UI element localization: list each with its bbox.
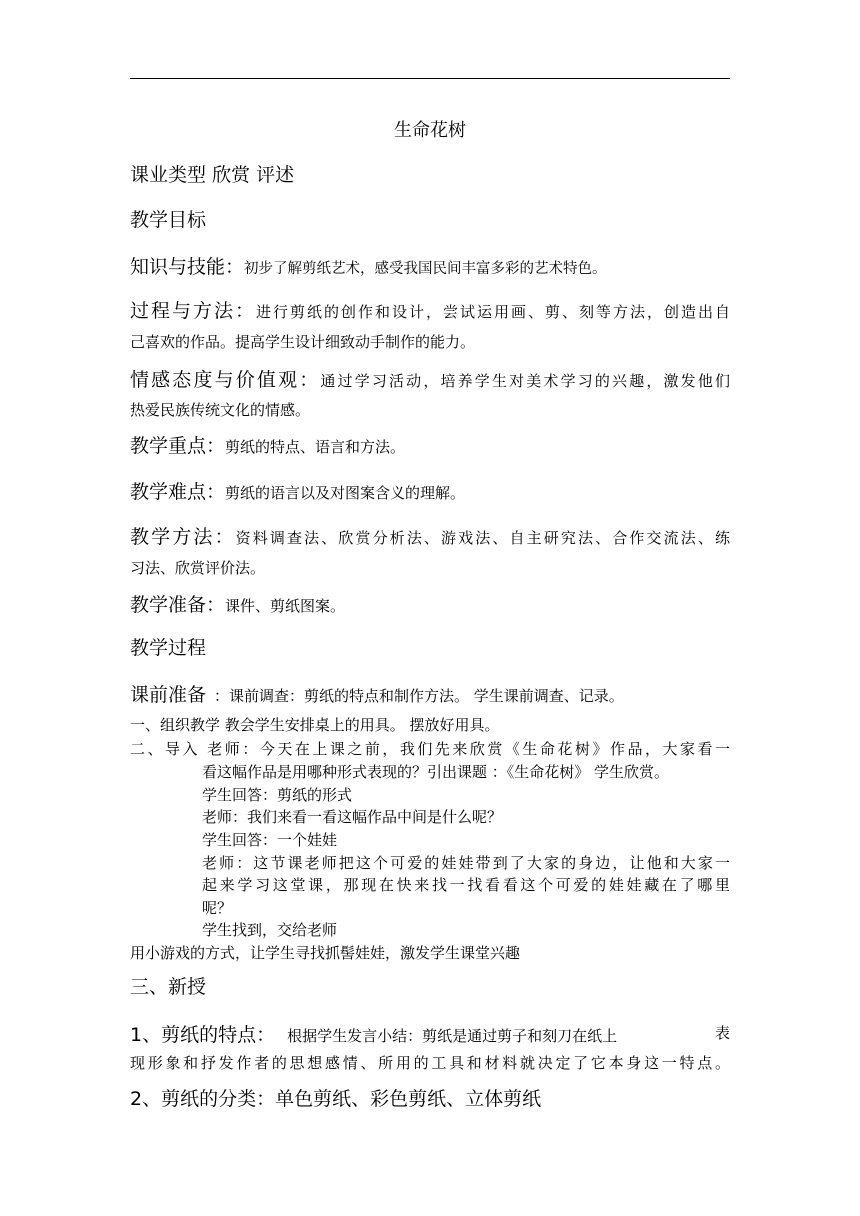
difficulties-label: 教学难点：	[130, 481, 226, 503]
course-type-value: 欣赏 评述	[212, 164, 295, 186]
emotion-label: 情感态度与价值观：	[130, 369, 321, 391]
item-1-label: 1、剪纸的特点：	[130, 1024, 276, 1046]
process-method-line-2: 己喜欢的作品。提高学生设计细致动手制作的能力。	[130, 333, 476, 351]
preparation	[130, 590, 345, 617]
section-2-line-10: 用小游戏的方式，让学生寻找抓髻娃娃，激发学生课堂兴趣	[130, 944, 521, 962]
methods-label: 教学方法：	[130, 526, 236, 548]
pre-class-label: 课前准备	[130, 684, 207, 706]
pre-class-text: ：课前调查：剪纸的特点和制作方法。 学生课前调查、记录。	[214, 687, 624, 705]
methods-text-1: 资料调查法、欣赏分析法、游戏法、自主研究法、合作交流法、练	[235, 529, 730, 547]
section-2-line-4: 老师：我们来看一看这幅作品中间是什么呢？	[202, 808, 503, 826]
process-heading: 教学过程	[130, 637, 207, 659]
section-2-line-9: 学生找到，交给老师	[202, 921, 338, 939]
item-1-text-1: 根据学生发言小结：剪纸是通过剪子和刻刀在纸上	[287, 1027, 618, 1045]
key-points-label: 教学重点：	[130, 435, 226, 457]
course-type-label: 课业类型	[130, 164, 207, 186]
section-2-line-7: 起来学习这堂课，那现在快来找一找看看这个可爱的娃娃藏在了哪里	[202, 876, 730, 894]
preparation-label: 教学准备：	[130, 594, 226, 616]
key-points-text: 剪纸的特点、语言和方法。	[225, 438, 406, 456]
section-2-line-3: 学生回答：剪纸的形式	[202, 786, 353, 804]
process-label: 过程与方法：	[130, 300, 256, 322]
preparation-text: 课件、剪纸图案。	[225, 597, 346, 615]
process-method-line-1	[130, 296, 730, 323]
section-1: 一、组织教学 教会学生安排桌上的用具。 摆放好用具。	[130, 716, 500, 734]
emotion-text-1: 通过学习活动，培养学生对美术学习的兴趣，激发他们	[320, 372, 730, 390]
header-rule	[130, 78, 730, 79]
emotion-line-1	[130, 365, 730, 392]
course-type	[130, 160, 294, 187]
methods-line-1	[130, 522, 730, 549]
emotion-line-2: 热爱民族传统文化的情感。	[130, 401, 311, 419]
difficulties-text: 剪纸的语言以及对图案含义的理解。	[225, 484, 466, 502]
document-title: 生命花树	[394, 120, 466, 141]
item-1-text-1-end: 表	[714, 1024, 730, 1042]
section-2-line-5: 学生回答：一个娃娃	[202, 831, 338, 849]
section-2-line-1: 二、导入 老师：今天在上课之前，我们先来欣赏《生命花树》作品，大家看一	[130, 740, 730, 758]
objectives-heading: 教学目标	[130, 209, 207, 231]
knowledge-text: 初步了解剪纸艺术，感受我国民间丰富多彩的艺术特色。	[244, 261, 607, 277]
section-2-line-8: 呢？	[202, 899, 233, 917]
difficulties	[130, 477, 465, 504]
knowledge-skills	[130, 252, 607, 279]
section-3-heading: 三、新授	[130, 976, 207, 998]
process-text-1: 进行剪纸的创作和设计，尝试运用画、剪、刻等方法，创造出自	[256, 303, 730, 321]
section-3-item-2: 2、剪纸的分类：单色剪纸、彩色剪纸、立体剪纸	[130, 1088, 542, 1110]
section-2-line-6: 老师：这节课老师把这个可爱的娃娃带到了大家的身边，让他和大家一	[202, 854, 730, 872]
section-2-line-2: 看这幅作品是用哪种形式表现的？引出课题 ：《生命花树》 学生欣赏。	[202, 763, 670, 781]
pre-class	[130, 680, 624, 707]
knowledge-label: 知识与技能：	[130, 256, 245, 278]
section-3-item-1-line-2: 现形象和抒发作者的思想感情、所用的工具和材料就决定了它本身这一特点。	[130, 1054, 730, 1072]
section-3-item-1-line-1	[130, 1020, 730, 1047]
key-points	[130, 431, 405, 458]
methods-line-2: 习法、欣赏评价法。	[130, 559, 266, 577]
